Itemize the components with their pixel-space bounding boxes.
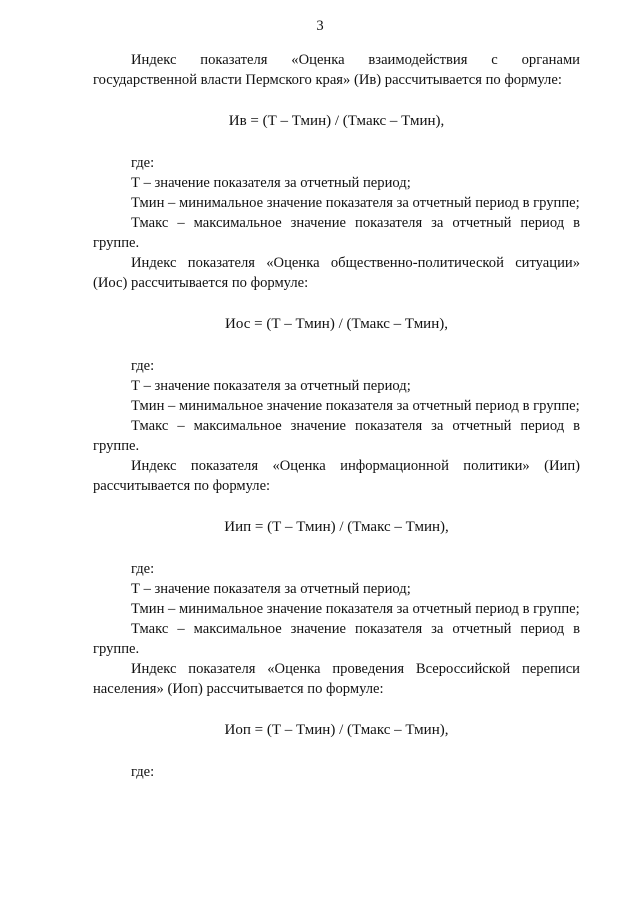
definition-t: Т – значение показателя за отчетный период; — [131, 378, 411, 394]
definition-tmin: Тмин – минимальное значение показателя за отчетный период в группе; — [131, 195, 580, 211]
definition-tmax: Тмакс – максимальное значение показателя за отчетный период в группе. — [93, 215, 580, 251]
formula-iip: Иип = (Т – Тмин) / (Тмакс – Тмин), — [224, 519, 449, 535]
paragraph-iip-intro: Индекс показателя «Оценка информационной политики» (Иип) рассчитывается по формуле: — [93, 458, 580, 494]
definition-t: Т – значение показателя за отчетный период; — [131, 175, 411, 191]
definition-tmin: Тмин – минимальное значение показателя за отчетный период в группе; — [131, 601, 580, 617]
where-label: где: — [131, 358, 155, 374]
formula-iv: Ив = (Т – Тмин) / (Тмакс – Тмин), — [228, 113, 445, 129]
where-label: где: — [131, 764, 155, 780]
definition-tmin: Тмин – минимальное значение показателя за отчетный период в группе; — [131, 398, 580, 414]
paragraph-iop-intro: Индекс показателя «Оценка проведения Всероссийской переписи населения» (Иоп) рассчитывается по формуле: — [93, 661, 580, 697]
definition-tmax: Тмакс – максимальное значение показателя за отчетный период в группе. — [93, 621, 580, 657]
definition-tmax: Тмакс – максимальное значение показателя за отчетный период в группе. — [93, 418, 580, 454]
paragraph-ios-intro: Индекс показателя «Оценка общественно-политической ситуации» (Иос) рассчитывается по формуле: — [93, 255, 580, 291]
where-label: где: — [131, 561, 155, 577]
page-number: 3 — [316, 18, 324, 34]
formula-ios: Иос = (Т – Тмин) / (Тмакс – Тмин), — [225, 316, 448, 332]
definition-t: Т – значение показателя за отчетный период; — [131, 581, 411, 597]
document-body — [93, 50, 580, 782]
paragraph-iv-intro: Индекс показателя «Оценка взаимодействия с органами государственной власти Пермского края» (Ив) рассчитывается по формуле: — [93, 52, 580, 88]
formula-iop: Иоп = (Т – Тмин) / (Тмакс – Тмин), — [224, 722, 449, 738]
where-label: где: — [131, 155, 155, 171]
